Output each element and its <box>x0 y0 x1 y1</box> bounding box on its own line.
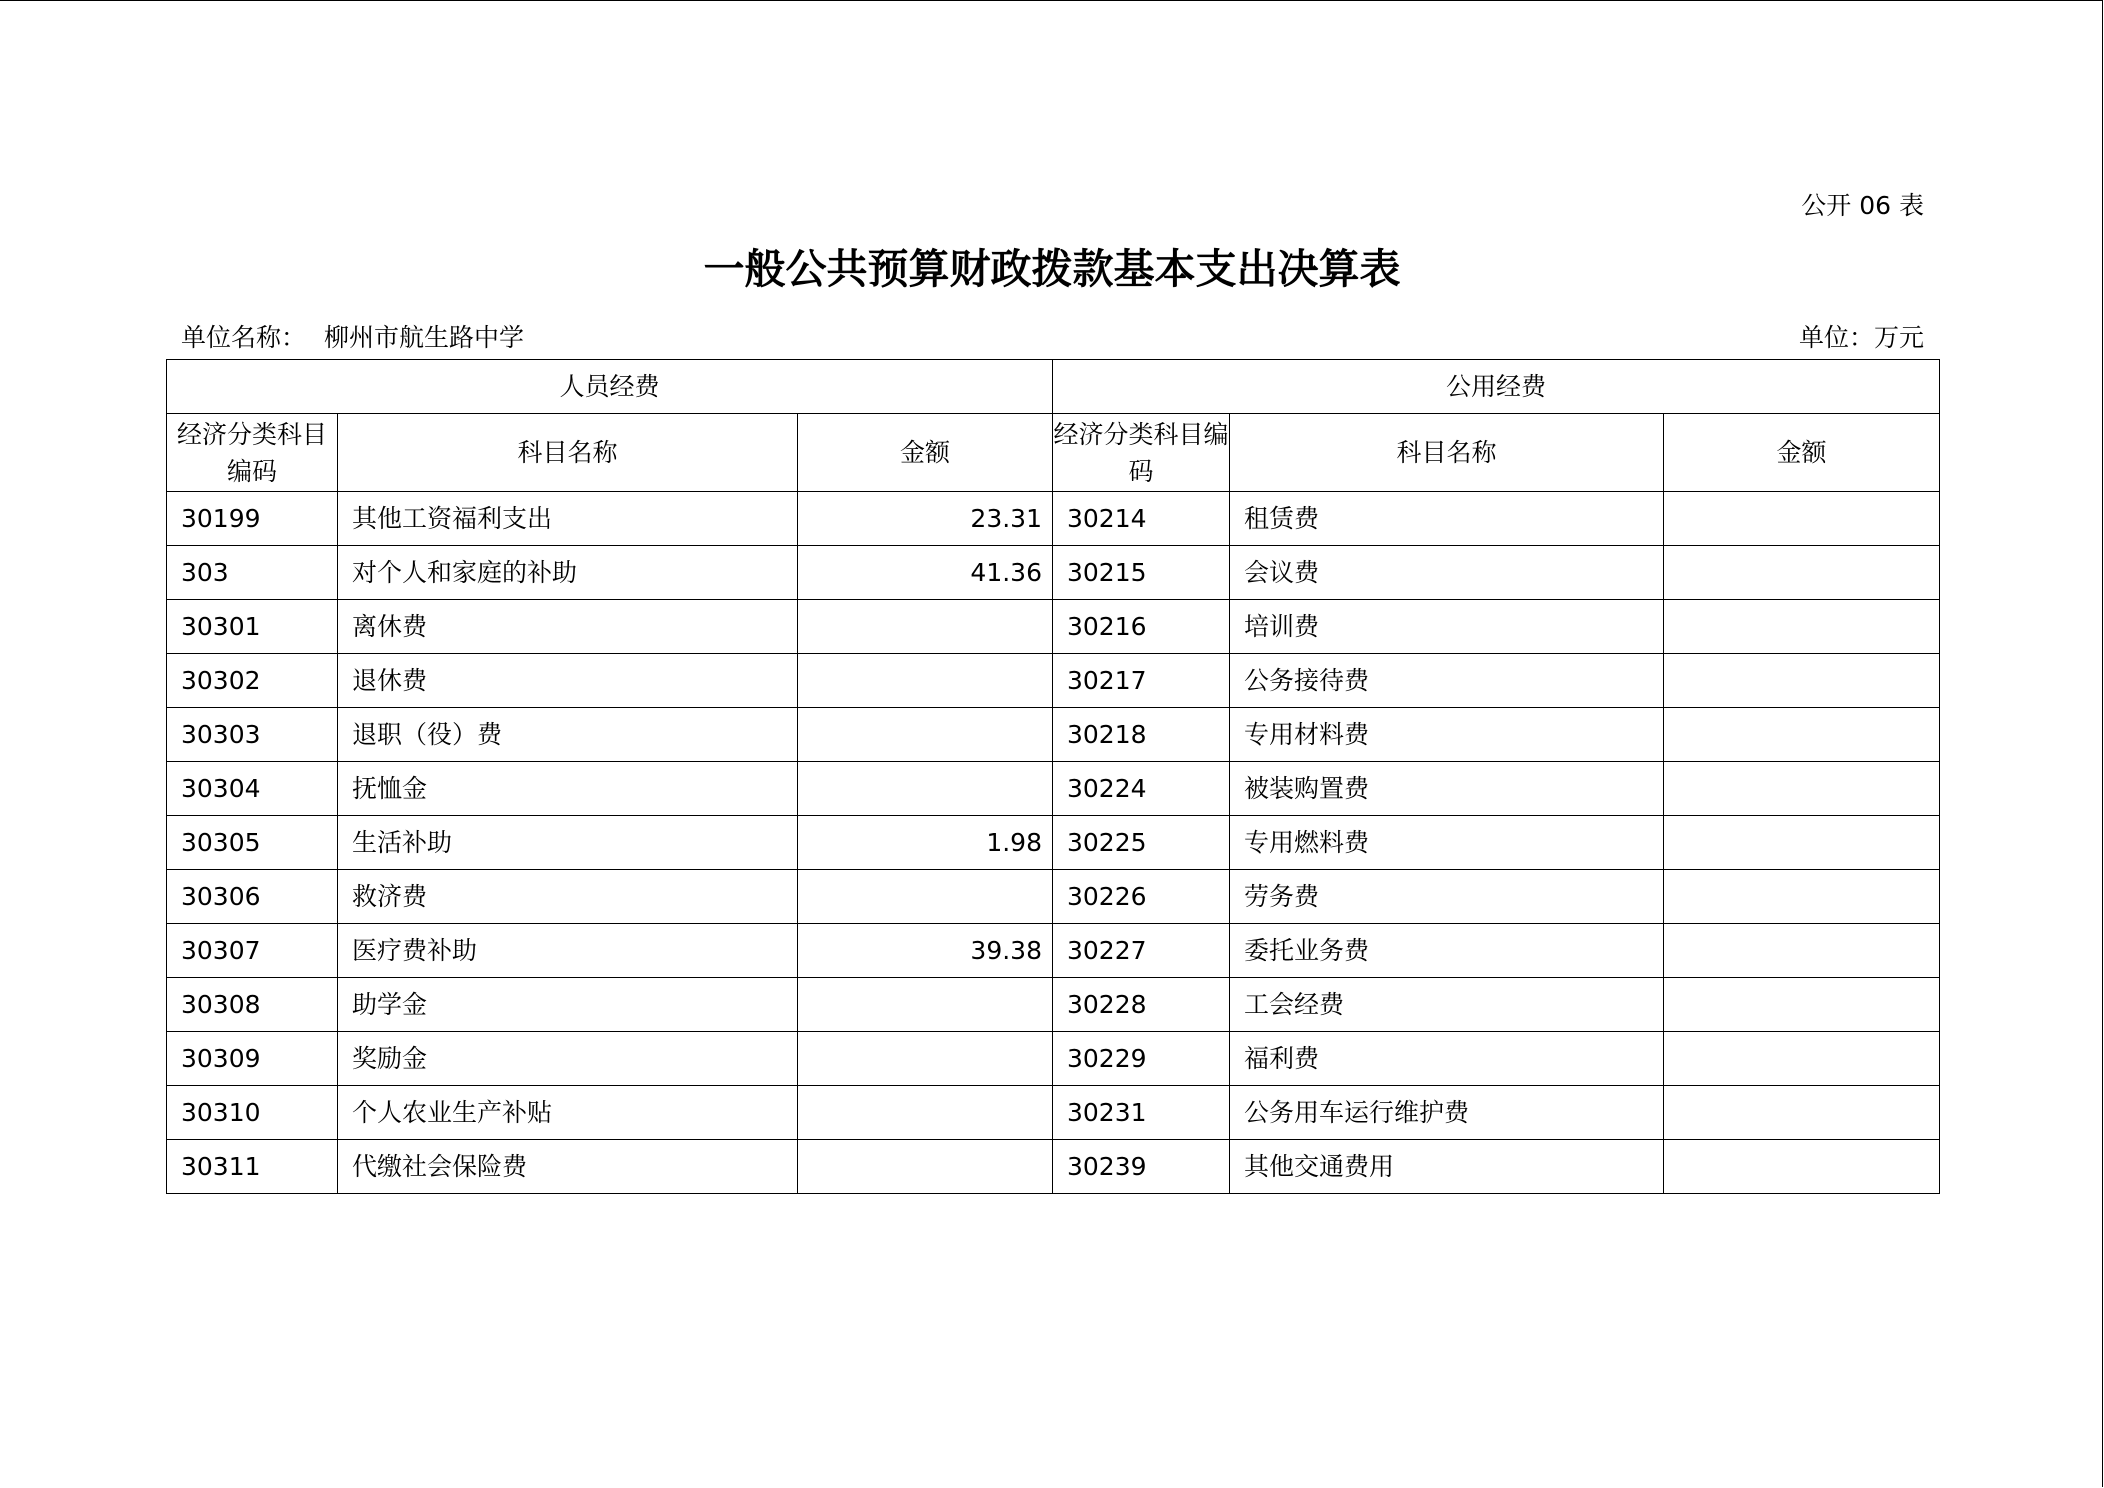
right-name-cell: 公务接待费 <box>1230 654 1664 708</box>
right-name-cell: 专用燃料费 <box>1230 816 1664 870</box>
left-amount-cell: 39.38 <box>798 924 1053 978</box>
right-amount-cell <box>1664 762 1940 816</box>
left-code-cell: 30302 <box>167 654 338 708</box>
column-header-row <box>167 414 1940 492</box>
table-row <box>167 600 1940 654</box>
left-name-cell: 离休费 <box>338 600 798 654</box>
left-name-cell: 助学金 <box>338 978 798 1032</box>
right-code-cell: 30225 <box>1053 816 1230 870</box>
right-amount-cell <box>1664 708 1940 762</box>
section-personnel-header: 人员经费 <box>167 360 1053 414</box>
right-name-cell: 劳务费 <box>1230 870 1664 924</box>
left-amount-cell: 41.36 <box>798 546 1053 600</box>
right-amount-cell <box>1664 870 1940 924</box>
section-header-row <box>167 360 1940 414</box>
currency-unit: 单位：万元 <box>1798 323 1924 352</box>
left-code-cell: 30305 <box>167 816 338 870</box>
right-amount-cell <box>1664 1032 1940 1086</box>
table-row <box>167 708 1940 762</box>
right-code-cell: 30227 <box>1053 924 1230 978</box>
table-row <box>167 492 1940 546</box>
table-row <box>167 924 1940 978</box>
left-name-cell: 救济费 <box>338 870 798 924</box>
right-amount-header: 金额 <box>1664 414 1940 492</box>
left-code-cell: 30311 <box>167 1140 338 1194</box>
left-amount-header: 金额 <box>798 414 1053 492</box>
right-code-cell: 30239 <box>1053 1140 1230 1194</box>
unit-name-label: 单位名称： <box>181 323 307 352</box>
left-amount-cell <box>798 978 1053 1032</box>
left-amount-cell <box>798 1086 1053 1140</box>
right-amount-cell <box>1664 816 1940 870</box>
table-row <box>167 816 1940 870</box>
right-amount-cell <box>1664 1086 1940 1140</box>
left-amount-cell: 23.31 <box>798 492 1053 546</box>
table-row <box>167 1032 1940 1086</box>
table-row <box>167 1140 1940 1194</box>
left-code-cell: 30304 <box>167 762 338 816</box>
right-code-cell: 30226 <box>1053 870 1230 924</box>
right-name-cell: 专用材料费 <box>1230 708 1664 762</box>
right-amount-cell <box>1664 546 1940 600</box>
left-code-cell: 30303 <box>167 708 338 762</box>
left-name-cell: 退休费 <box>338 654 798 708</box>
right-name-cell: 培训费 <box>1230 600 1664 654</box>
right-amount-cell <box>1664 924 1940 978</box>
table-number: 公开 06 表 <box>1801 191 1924 220</box>
left-name-cell: 奖励金 <box>338 1032 798 1086</box>
left-code-cell: 30306 <box>167 870 338 924</box>
table-row <box>167 1086 1940 1140</box>
right-name-cell: 福利费 <box>1230 1032 1664 1086</box>
right-name-cell: 公务用车运行维护费 <box>1230 1086 1664 1140</box>
right-code-cell: 30216 <box>1053 600 1230 654</box>
table-row <box>167 654 1940 708</box>
budget-table <box>166 359 1940 1194</box>
left-code-cell: 303 <box>167 546 338 600</box>
left-code-header: 经济分类科目编码 <box>167 414 338 492</box>
left-code-cell: 30307 <box>167 924 338 978</box>
left-name-cell: 代缴社会保险费 <box>338 1140 798 1194</box>
left-amount-cell <box>798 762 1053 816</box>
left-amount-cell <box>798 870 1053 924</box>
left-name-cell: 医疗费补助 <box>338 924 798 978</box>
left-amount-cell <box>798 654 1053 708</box>
right-code-cell: 30224 <box>1053 762 1230 816</box>
left-code-cell: 30308 <box>167 978 338 1032</box>
left-code-cell: 30309 <box>167 1032 338 1086</box>
left-name-cell: 生活补助 <box>338 816 798 870</box>
left-code-cell: 30301 <box>167 600 338 654</box>
left-name-cell: 对个人和家庭的补助 <box>338 546 798 600</box>
left-name-cell: 其他工资福利支出 <box>338 492 798 546</box>
right-name-cell: 其他交通费用 <box>1230 1140 1664 1194</box>
right-amount-cell <box>1664 1140 1940 1194</box>
right-name-cell: 委托业务费 <box>1230 924 1664 978</box>
left-name-cell: 抚恤金 <box>338 762 798 816</box>
left-amount-cell <box>798 600 1053 654</box>
right-amount-cell <box>1664 978 1940 1032</box>
section-public-header: 公用经费 <box>1053 360 1940 414</box>
right-code-cell: 30229 <box>1053 1032 1230 1086</box>
right-name-cell: 会议费 <box>1230 546 1664 600</box>
table-row <box>167 978 1940 1032</box>
table-row <box>167 870 1940 924</box>
right-code-cell: 30218 <box>1053 708 1230 762</box>
right-amount-cell <box>1664 600 1940 654</box>
right-code-cell: 30231 <box>1053 1086 1230 1140</box>
right-amount-cell <box>1664 654 1940 708</box>
table-row <box>167 762 1940 816</box>
unit-name-line <box>181 318 524 354</box>
right-name-header: 科目名称 <box>1230 414 1664 492</box>
right-name-cell: 租赁费 <box>1230 492 1664 546</box>
left-code-cell: 30310 <box>167 1086 338 1140</box>
left-name-cell: 个人农业生产补贴 <box>338 1086 798 1140</box>
right-code-cell: 30215 <box>1053 546 1230 600</box>
unit-name-value: 柳州市航生路中学 <box>324 323 525 352</box>
left-amount-cell <box>798 708 1053 762</box>
right-code-cell: 30214 <box>1053 492 1230 546</box>
table-row <box>167 546 1940 600</box>
right-amount-cell <box>1664 492 1940 546</box>
left-amount-cell <box>798 1140 1053 1194</box>
left-code-cell: 30199 <box>167 492 338 546</box>
right-code-cell: 30228 <box>1053 978 1230 1032</box>
left-name-cell: 退职（役）费 <box>338 708 798 762</box>
right-name-cell: 被装购置费 <box>1230 762 1664 816</box>
left-amount-cell <box>798 1032 1053 1086</box>
right-code-cell: 30217 <box>1053 654 1230 708</box>
left-name-header: 科目名称 <box>338 414 798 492</box>
left-amount-cell: 1.98 <box>798 816 1053 870</box>
right-code-header: 经济分类科目编码 <box>1053 414 1230 492</box>
page-title: 一般公共预算财政拨款基本支出决算表 <box>703 245 1401 293</box>
right-name-cell: 工会经费 <box>1230 978 1664 1032</box>
